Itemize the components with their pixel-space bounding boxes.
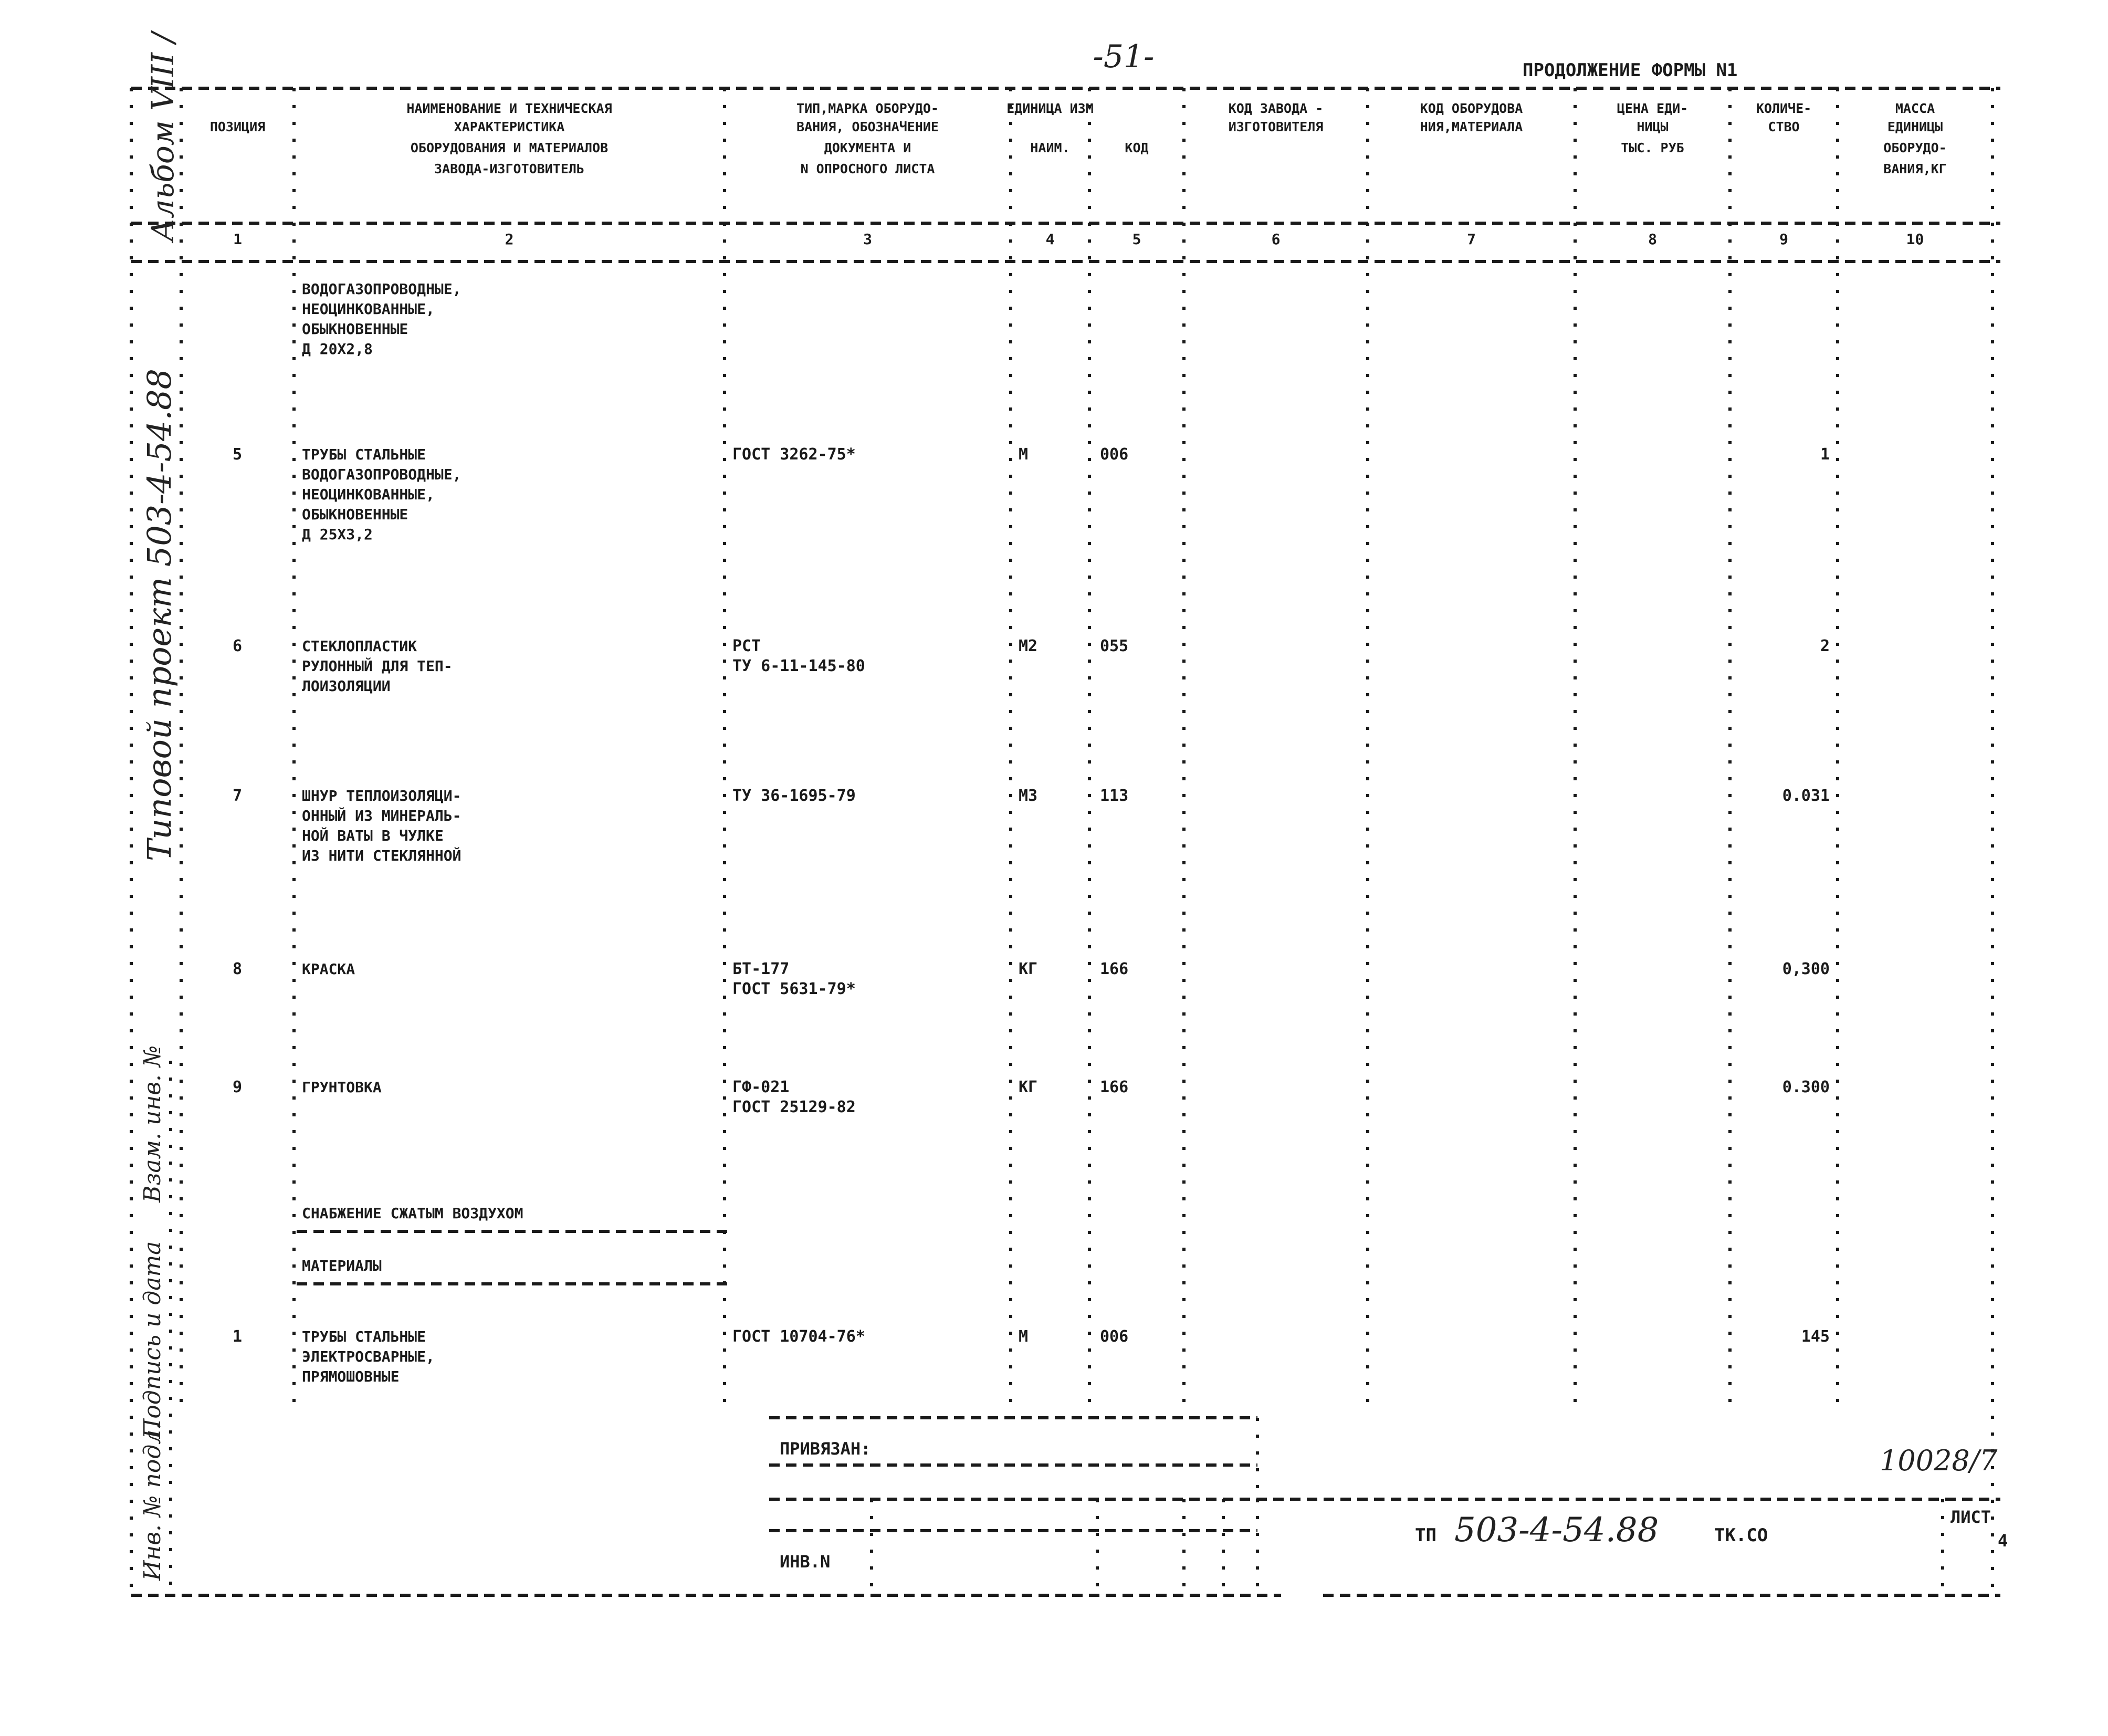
table-row	[302, 280, 461, 358]
doc-prefix: ТП	[1415, 1525, 1436, 1546]
cell-unit: М	[1019, 445, 1029, 464]
cell-quantity: 0,300	[1782, 960, 1830, 978]
cell-name: Д 20Х2,8	[302, 340, 373, 358]
column-header-line: ЕДИНИЦЫ	[1887, 119, 1943, 134]
cell-quantity: 1	[1820, 445, 1830, 464]
cell-position: 5	[232, 445, 243, 464]
cell-unit: КГ	[1019, 960, 1038, 978]
column-header-line: N ОПРОСНОГО ЛИСТА	[800, 161, 935, 176]
cell-name: СТЕКЛОПЛАСТИК	[302, 637, 417, 655]
doc-number: 503-4-54.88	[1454, 1511, 1659, 1550]
cell-type: ГОСТ 25129-82	[732, 1098, 856, 1116]
cell-position: 1	[232, 1327, 243, 1346]
title-block	[780, 1439, 2008, 1572]
cell-name: ЭЛЕКТРОСВАРНЫЕ,	[302, 1348, 435, 1365]
cell-position: 6	[232, 637, 243, 655]
cell-name: ПРЯМОШОВНЫЕ	[302, 1368, 400, 1385]
column-header-line: НИЯ,МАТЕРИАЛА	[1420, 119, 1523, 134]
cell-position: 9	[232, 1078, 243, 1096]
column-header-line: ПОЗИЦИЯ	[209, 119, 266, 134]
column-header-line: ИЗГОТОВИТЕЛЯ	[1228, 119, 1324, 134]
column-header-line: НИЦЫ	[1637, 119, 1669, 134]
cell-type: ГФ-021	[732, 1078, 790, 1096]
cell-name: ТРУБЫ СТАЛЬНЫЕ	[302, 446, 426, 463]
cell-type: ГОСТ 3262-75*	[732, 445, 856, 464]
cell-name: НЕОЦИНКОВАННЫЕ,	[302, 300, 435, 318]
cell-name: Д 25Х3,2	[302, 526, 373, 543]
table-row	[233, 637, 1830, 695]
column-number: 7	[1467, 231, 1476, 248]
cell-type: РСТ	[732, 637, 761, 655]
column-header-line: НАИМ.	[1030, 140, 1070, 155]
table-header	[210, 101, 1947, 248]
cell-unit: КГ	[1019, 1078, 1038, 1096]
margin-stamp-label: Подпись и дата	[139, 1241, 166, 1439]
table-row	[302, 1257, 382, 1274]
column-header-line: КОД ОБОРУДОВА	[1420, 101, 1523, 116]
column-header-line: КОД	[1125, 140, 1149, 155]
table-row	[233, 445, 1830, 543]
table-row	[233, 1078, 1830, 1116]
form-continuation: ПРОДОЛЖЕНИЕ ФОРМЫ N1	[1523, 60, 1738, 81]
sheet-number: 4	[1998, 1531, 2008, 1551]
cell-name: НОЙ ВАТЫ В ЧУЛКЕ	[302, 827, 444, 844]
cell-type: БТ-177	[732, 960, 790, 978]
cell-quantity: 0.300	[1782, 1078, 1830, 1096]
column-header-line: ЦЕНА ЕДИ-	[1617, 101, 1689, 116]
cell-type: ГОСТ 10704-76*	[732, 1327, 865, 1346]
cell-name: НЕОЦИНКОВАННЫЕ,	[302, 486, 435, 503]
column-number: 8	[1648, 231, 1657, 248]
margin-stamp	[139, 1045, 166, 1581]
cell-position: 7	[232, 787, 243, 805]
table-row	[233, 787, 1830, 864]
cell-unit: М3	[1019, 787, 1038, 805]
cell-code: 006	[1100, 445, 1129, 464]
column-header-line: ТЫС. РУБ	[1621, 140, 1684, 155]
cell-code: 166	[1100, 960, 1129, 978]
cell-type: ГОСТ 5631-79*	[732, 980, 856, 998]
page-number: -51-	[1093, 38, 1155, 75]
cell-name: ОБЫКНОВЕННЫЕ	[302, 320, 408, 338]
cell-name: ВОДОГАЗОПРОВОДНЫЕ,	[302, 280, 462, 298]
album-label: Альбом VIII /	[145, 33, 181, 242]
handwritten-number: 10028/7	[1880, 1444, 1998, 1477]
inv-label: ИНВ.N	[780, 1552, 831, 1572]
side-project-label: Типовой проект 503-4-54.88	[140, 369, 179, 861]
column-header-line: ВАНИЯ,КГ	[1883, 161, 1947, 176]
cell-name: РУЛОННЫЙ ДЛЯ ТЕП-	[302, 657, 453, 675]
margin-stamp-label: Взам. инв. №	[139, 1045, 166, 1202]
column-header-line: ДОКУМЕНТА И	[824, 140, 911, 155]
cell-unit: М	[1019, 1327, 1029, 1346]
column-header-line: СТВО	[1768, 119, 1800, 134]
cell-code: 006	[1100, 1327, 1129, 1346]
table-row	[233, 960, 1830, 998]
column-number: 5	[1132, 231, 1141, 248]
column-header-line: КОЛИЧЕ-	[1756, 101, 1812, 116]
column-header-line: ОБОРУДО-	[1883, 140, 1947, 155]
column-number: 1	[233, 231, 242, 248]
cell-type: ТУ 6-11-145-80	[732, 657, 865, 675]
cell-name: ВОДОГАЗОПРОВОДНЫЕ,	[302, 466, 462, 483]
column-number: 2	[505, 231, 514, 248]
column-header-line: НАИМЕНОВАНИЕ И ТЕХНИЧЕСКАЯ	[406, 101, 612, 116]
column-header-line: ХАРАКТЕРИСТИКА	[454, 119, 565, 134]
table-body	[233, 280, 1830, 1385]
table-row	[302, 1205, 523, 1222]
cell-code: 166	[1100, 1078, 1129, 1096]
column-header-line: ЕДИНИЦА ИЗМ	[1006, 101, 1094, 116]
column-number: 4	[1045, 231, 1055, 248]
column-number: 3	[863, 231, 872, 248]
column-header-line: ОБОРУДОВАНИЯ И МАТЕРИАЛОВ	[410, 140, 609, 155]
column-number: 9	[1779, 231, 1788, 248]
cell-name: ОБЫКНОВЕННЫЕ	[302, 506, 408, 523]
cell-name: МАТЕРИАЛЫ	[302, 1257, 382, 1274]
cell-position: 8	[232, 960, 243, 978]
cell-code: 113	[1100, 787, 1129, 805]
column-header-line: ВАНИЯ, ОБОЗНАЧЕНИЕ	[796, 119, 939, 134]
column-header-line: ТИП,МАРКА ОБОРУДО-	[796, 101, 939, 116]
cell-name: ТРУБЫ СТАЛЬНЫЕ	[302, 1328, 426, 1345]
column-header-line: МАССА	[1895, 101, 1935, 116]
cell-code: 055	[1100, 637, 1129, 655]
cell-unit: М2	[1019, 637, 1038, 655]
cell-quantity: 145	[1801, 1327, 1830, 1346]
cell-type: ТУ 36-1695-79	[732, 787, 856, 805]
cell-name: КРАСКА	[302, 960, 355, 978]
margin-stamp-label: Инв. № подл.	[139, 1422, 166, 1581]
cell-name: ИЗ НИТИ СТЕКЛЯННОЙ	[302, 847, 462, 864]
column-header-line: ЗАВОДА-ИЗГОТОВИТЕЛЬ	[434, 161, 584, 176]
column-number: 6	[1271, 231, 1281, 248]
cell-quantity: 2	[1820, 637, 1830, 655]
privyazan-label: ПРИВЯЗАН:	[780, 1439, 871, 1459]
table-row	[233, 1327, 1830, 1385]
cell-name: СНАБЖЕНИЕ СЖАТЫМ ВОЗДУХОМ	[302, 1205, 523, 1222]
column-header-line: КОД ЗАВОДА -	[1228, 101, 1324, 116]
cell-quantity: 0.031	[1782, 787, 1830, 805]
sheet-label: ЛИСТ	[1950, 1507, 1991, 1527]
doc-suffix: ТК.СО	[1714, 1525, 1768, 1546]
cell-name: ШНУР ТЕПЛОИЗОЛЯЦИ-	[302, 787, 462, 804]
cell-name: ЛОИЗОЛЯЦИИ	[302, 677, 391, 695]
cell-name: ГРУНТОВКА	[302, 1079, 382, 1096]
cell-name: ОННЫЙ ИЗ МИНЕРАЛЬ-	[302, 807, 462, 824]
column-number: 10	[1906, 231, 1924, 248]
